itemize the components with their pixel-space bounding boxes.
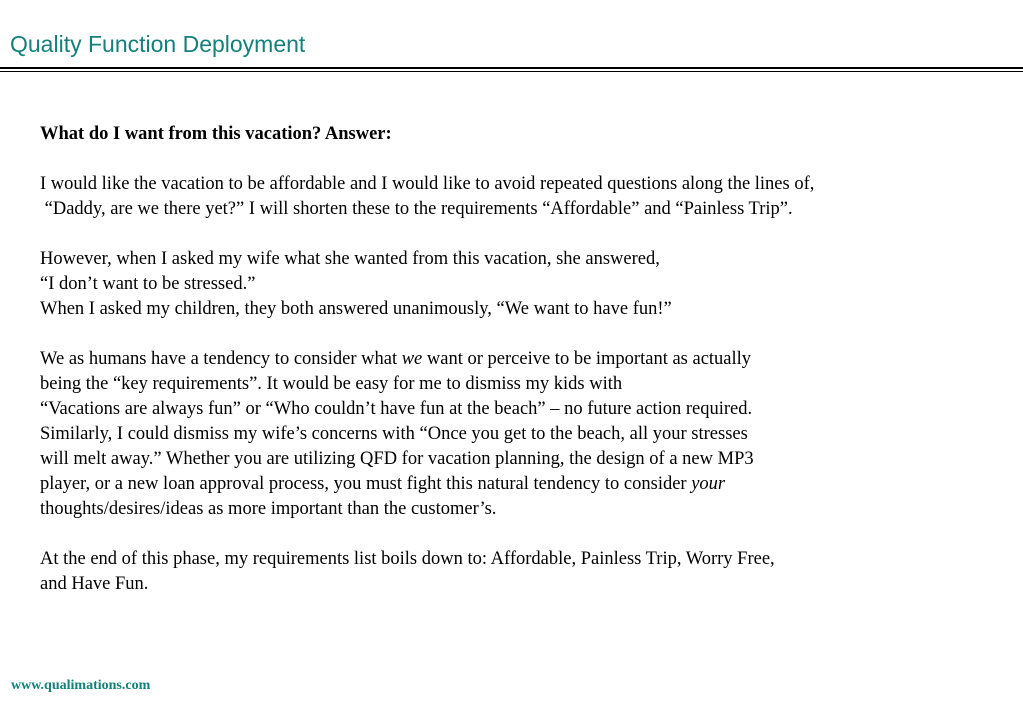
paragraph-3-line-2: being the “key requirements”. It would be easy for me to dismiss my kids with	[40, 374, 623, 394]
paragraph-2-line-2: “I don’t want to be stressed.”	[40, 274, 256, 294]
spacer	[40, 147, 1018, 172]
paragraph-3-line-7: thoughts/desires/ideas as more important than the customer’s.	[40, 499, 497, 519]
header-divider-thick	[0, 67, 1023, 69]
emphasis-we: we	[401, 349, 423, 369]
paragraph-1-line-2: “Daddy, are we there yet?” I will shorten these to the requirements “Affordable” and “Painless Trip”.	[40, 199, 793, 219]
text-run: want or perceive to be important as actually	[422, 349, 752, 369]
spacer	[40, 222, 1018, 247]
paragraph-3-line-3: “Vacations are always fun” or “Who couldn’t have fun at the beach” – no future action required.	[40, 399, 753, 419]
paragraph-4-line-2: and Have Fun.	[40, 574, 149, 594]
text-run: player, or a new loan approval process, you must fight this natural tendency to consider	[40, 474, 692, 494]
paragraph-1-line-1: I would like the vacation to be affordable and I would like to avoid repeated questions along the lines of,	[40, 174, 815, 194]
paragraph-4-line-1: At the end of this phase, my requirements list boils down to: Affordable, Painless Trip, Worry Free,	[40, 549, 775, 569]
spacer	[40, 522, 1018, 547]
paragraph-2-line-3: When I asked my children, they both answered unanimously, “We want to have fun!”	[40, 299, 672, 319]
text-run: We as humans have a tendency to consider what	[40, 349, 402, 369]
header-divider-thin	[0, 71, 1023, 72]
emphasis-your: your	[691, 474, 726, 494]
paragraph-3-line-6	[40, 472, 1018, 497]
paragraph-3-line-5: will melt away.” Whether you are utilizing QFD for vacation planning, the design of a new MP3	[40, 449, 754, 469]
paragraph-2-line-1: However, when I asked my wife what she wanted from this vacation, she answered,	[40, 249, 660, 269]
body-text	[40, 122, 1018, 597]
footer-url: www.qualimations.com	[11, 678, 151, 693]
paragraph-3-line-4: Similarly, I could dismiss my wife’s concerns with “Once you get to the beach, all your stresses	[40, 424, 748, 444]
paragraph-3-line-1	[40, 347, 1018, 372]
spacer	[40, 322, 1018, 347]
page-title: Quality Function Deployment	[10, 31, 306, 57]
question-heading: What do I want from this vacation? Answer:	[40, 124, 392, 144]
